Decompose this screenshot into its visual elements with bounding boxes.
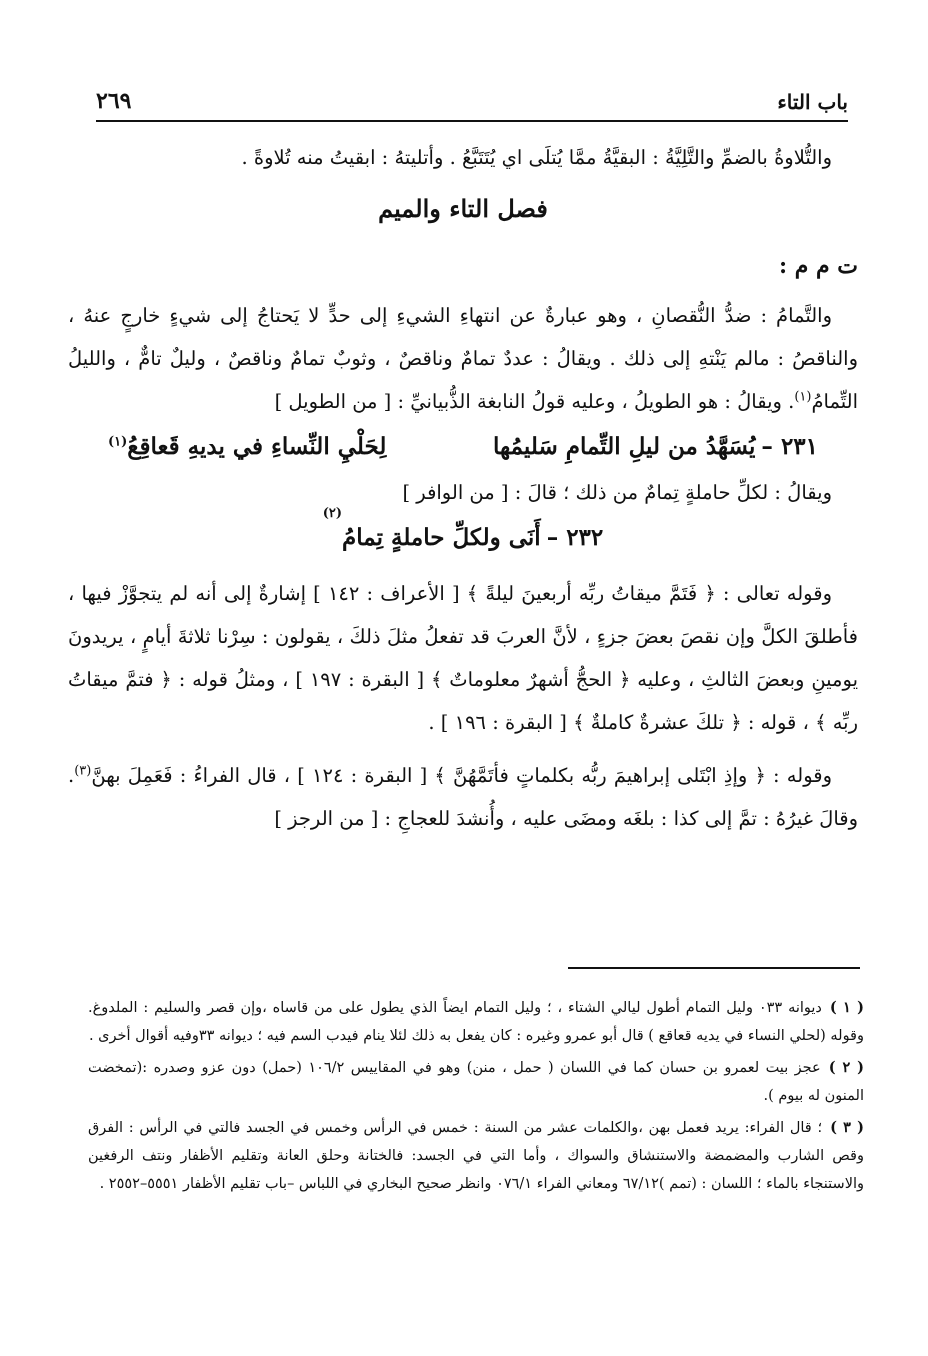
footnote-text: ديوانه ٠٣٣ وليل التمام أطول ليالي الشتاء ، ؛ وليل التمام ايضاً الذي يطول على من قاساه ،وإن قصر والسليم : الملدوغ. وقوله (لحلي النساء في يديه قعاقع ) قال أبو عمرو وغيره : كان يفعل به ذلك لئلا ينام فيدب السم فيه ؛ ديوانه ٣٣وفيه أقوال أخرى .	[88, 1000, 864, 1044]
root-heading: ت م م :	[778, 253, 858, 279]
footnote-ref-1-verse[interactable]: (١)	[108, 434, 128, 450]
paragraph-miqat: وقوله تعالى : ﴿ فَتَمَّ ميقاتُ ربِّه أربعينَ ليلةً ﴾ [ الأعراف : ١٤٢ ] إشارةٌ إلى أنه لم يتجوَّزْ فيها ، فأطلقَ الكلَّ وإن نقصَ بعضَ جزءٍ ، لأنَّ العربَ قد تفعلُ مثلَ ذلكَ ، يقولون : سِرْنا ثلاثةَ أيامٍ ، يريدونَ يومينِ وبعضَ الثالثِ ، وعليه ﴿ الحجُّ أشهرٌ معلوماتٌ ﴾ [ البقرة : ١٩٧ ] ، ومثلُ قوله : ﴿ فتمَّ ميقاتُ ربِّه ﴾ ، قوله : ﴿ تلكَ عشرةٌ كاملةٌ ﴾ [ البقرة : ١٩٦ ] .	[68, 582, 858, 734]
paragraph-hamila: ويقالُ : لكلِّ حاملةٍ تِمامٌ من ذلك ؛ قالَ : [ من الوافر ]	[402, 481, 832, 504]
footnote	[88, 1114, 864, 1198]
footnote	[88, 994, 864, 1050]
verse-231-ajuz: لِحَلْيِ النِّساءِ في يديهِ قَعاقِعُ	[127, 433, 387, 460]
footnotes	[88, 994, 864, 1202]
main-text	[68, 136, 858, 840]
footnote-number: ( ٢ )	[828, 1059, 864, 1076]
paragraph-tamam-tail: . ويقالُ : هو الطويلُ ، وعليه قولُ النابغة الذُّبيانيِّ : [ من الطويل ]	[274, 390, 795, 413]
footnote-ref-2[interactable]: (٢)	[322, 506, 343, 521]
chapter-title: باب التاء	[777, 90, 848, 114]
footnote-number: ( ١ )	[829, 999, 864, 1016]
footnote-text: عجز بيت لعمرو بن حسان كما في اللسان ( حمل ، منن) وهو في المقاييس ١٠٦/٢ (حمل) دون عزو وصدره :(تمخضت المنون له بيوم ).	[88, 1060, 864, 1104]
verse-232	[68, 506, 858, 562]
verse-231-number: ٢٣١ –	[761, 433, 818, 460]
footnote-separator	[568, 967, 860, 969]
footnote-text: ؛ قال الفراء: يريد فعمل بهن ،والكلمات عشر من السنة : خمس في الرأس وخمس في الجسد فالتي في الرأس : الفرق وقص الشارب والمضمضة والاستنشاق والسواك ، وأما التي في الجسد: فالختانة وحلق العانة وتقليم الأظفار ونتف الرفغين والاستنجاء بالماء ؛ اللسان : (تمم )٦٧/١٢ ومعاني الفراء ٠٧٦/١ وانظر صحيح البخاري في اللباس –باب تقليم الأظفار ٥٥٥١–٢٥٥٢ .	[88, 1120, 864, 1192]
footnote-number: ( ٣ )	[830, 1119, 864, 1136]
section-title: فصل التاء والميم	[378, 194, 548, 223]
footnote-ref-1[interactable]: (١)	[794, 389, 812, 405]
page-number: ٢٦٩	[96, 88, 132, 114]
verse-231-first-hemistich	[493, 423, 818, 471]
verse-231-second-hemistich	[108, 423, 386, 471]
running-head	[96, 84, 848, 122]
paragraph-ibrahim-text: وقوله : ﴿ وإذِ ابْتَلى إبراهيمَ ربُّه بكلماتٍ فأتَمَّهُنَّ ﴾ [ البقرة : ١٢٤ ] ، قال الفراءُ : فَعَمِلَ بهنَّ	[91, 764, 833, 787]
verse-231-sadr: يُسَهَّدُ من ليلِ التِّمامِ سَليمُها	[492, 433, 756, 460]
verse-232-number: ٢٣٢ –	[546, 524, 604, 551]
verse-231	[68, 423, 858, 471]
footnote	[88, 1054, 864, 1110]
footnote-ref-3[interactable]: (٣)	[74, 763, 92, 779]
paragraph-tamam-text: والتَّمامُ : ضدُّ النُّقصانِ ، وهو عبارةٌ عن انتهاءِ الشيءِ إلى حدٍّ لا يَحتاجُ إلى شيءٍ خارجٍ عنهُ ، والناقصُ : مالم يَنْتهِ إلى ذلك . ويقالُ : عددٌ تمامٌ وناقصٌ ، وثوبٌ تمامٌ وناقصٌ ، وليلٌ تامٌّ ، والليلُ التِّمامُ	[68, 304, 858, 413]
paragraph-ibrahim	[68, 754, 858, 840]
paragraph-tamam	[68, 294, 858, 423]
paragraph-tilawa: والتُّلاوةُ بالضمِّ والتَّلِيَّةُ : البقيَّةُ ممَّا يُتلَى اي يُتَتَبَّعُ . وأتليتهُ : ابقيتُ منه تُلاوةً .	[241, 146, 832, 169]
verse-232-text: أَنَى ولكلِّ حاملةٍ تِمامُ	[342, 524, 541, 551]
paragraph-ibrahim-tail: . وقالَ غيرُهُ : تمَّ إلى كذا : بلغَه ومضَى عليه ، وأُنشدَ للعجاجِ : [ من الرجز ]	[68, 764, 858, 830]
